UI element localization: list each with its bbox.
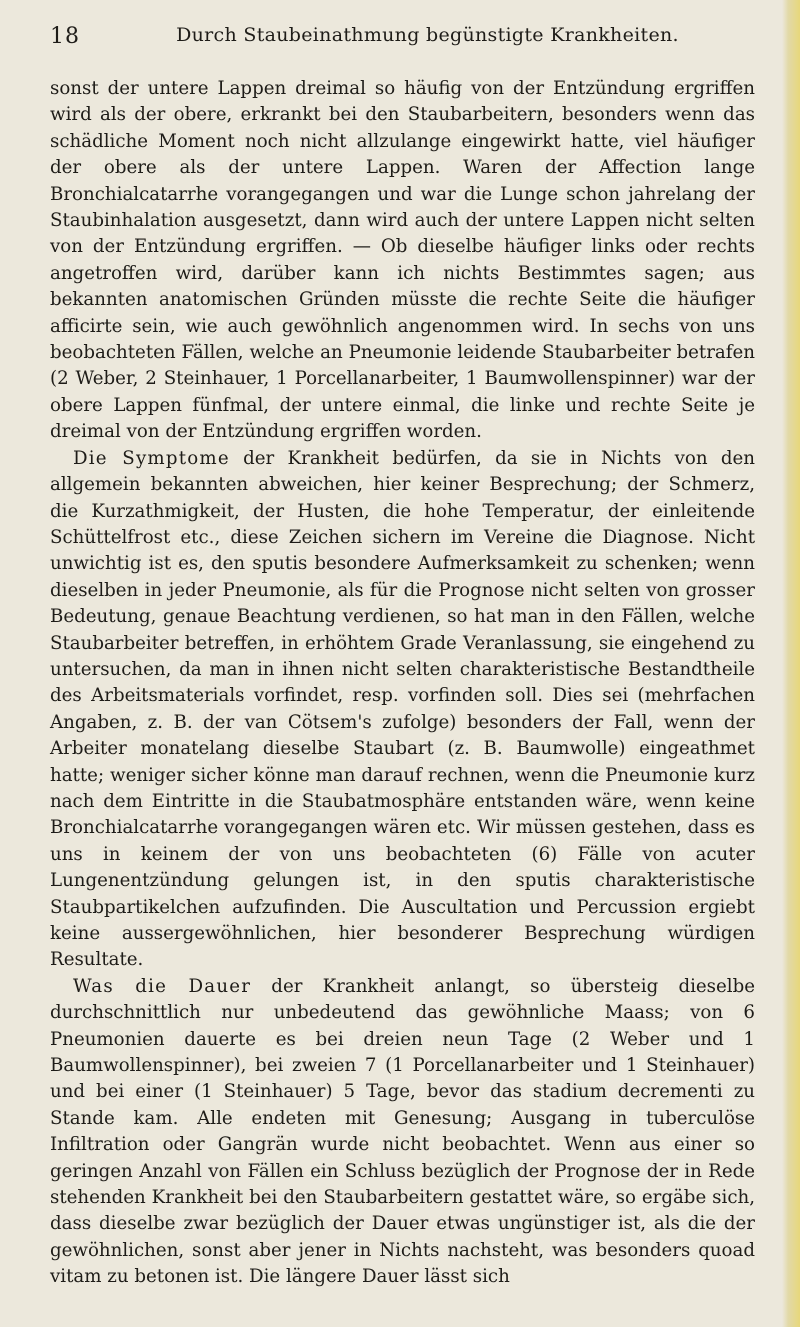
book-page — [50, 18, 755, 1288]
paragraph-duration-lead: Was die Dauer — [73, 975, 252, 997]
paragraph-1-text: sonst der untere Lappen dreimal so häufig von der Entzündung ergriffen wird als der obere, erkrankt bei den Staubarbeitern, besonders wenn das schädliche Moment noch nicht allzulange eingewirkt hatte, viel häufiger der obere als der untere Lappen. Waren der Affection lange Bronchialcatarrhe vorangegangen und war die Lunge schon jahrelang der Staubinhalation ausgesetzt, dann wird auch der untere Lappen nicht selten von der Entzündung ergriffen. — Ob dieselbe häufiger links oder rechts angetroffen wird, darüber kann ich nichts Bestimmtes sagen; aus bekannten anatomischen Gründen müsste die rechte Seite die häufiger afficirte sein, wie auch gewöhnlich angenommen wird. In sechs von uns beobachteten Fällen, welche an Pneumonie leidende Staubarbeiter betrafen (2 Weber, 2 Steinhauer, 1 Porcellanarbeiter, 1 Baumwollenspinner) war der obere Lappen fünfmal, der untere einmal, die linke und rechte Seite je dreimal von der Entzündung ergriffen worden. — [50, 78, 755, 443]
paragraph-symptoms-text: der Krankheit bedürfen, da sie in Nichts von den allgemein bekannten abweichen, hier keiner Besprechung; der Schmerz, die Kurzathmigkeit, der Husten, die hohe Temperatur, der einleitende Schüttelfrost etc., diese Zeichen sichern im Vereine die Diagnose. Nicht unwichtig ist es, den sputis besondere Aufmerksamkeit zu schenken; wenn dieselben in jeder Pneumonie, als für die Prognose nicht selten von grosser Bedeutung, genaue Beachtung verdienen, so hat man in den Fällen, welche Staubarbeiter betreffen, in erhöhtem Grade Veranlassung, sie eingehend zu untersuchen, da man in ihnen nicht selten charakteristische Bestandtheile des Arbeitsmaterials vorfindet, resp. vorfinden soll. Dies sei (mehrfachen Angaben, z. B. der van Cötsem's zufolge) besonders der Fall, wenn der Arbeiter monatelang dieselbe Staubart (z. B. Baumwolle) eingeathmet hatte; weniger sicher könne man darauf rechnen, wenn die Pneumonie kurz nach dem Eintritte in die Staubatmosphäre entstanden wäre, wenn keine Bronchialcatarrhe vorangegangen wären etc. Wir müssen gestehen, dass es uns in keinem der von uns beobachteten (6) Fälle von acuter Lungenentzündung gelungen ist, in den sputis charakteristische Staubpartikelchen aufzufinden. Die Auscultation und Percussion ergiebt keine aussergewöhnlichen, hier besonderer Besprechung würdigen Resultate. — [50, 447, 755, 971]
page-number: 18 — [50, 24, 80, 49]
page-header — [50, 18, 755, 58]
body-text — [50, 76, 755, 1291]
paragraph-1 — [50, 76, 755, 446]
paragraph-symptoms — [50, 446, 755, 974]
paragraph-duration — [50, 974, 755, 1291]
paragraph-duration-text: der Krankheit anlangt, so übersteig dieselbe durchschnittlich nur unbedeutend das gewöhnliche Maass; von 6 Pneumonien dauerte es bei dreien neun Tage (2 Weber und 1 Baumwollenspinner), bei zweien 7 (1 Porcellanarbeiter und 1 Steinhauer) und bei einer (1 Steinhauer) 5 Tage, bevor das stadium decrementi zu Stande kam. Alle endeten mit Genesung; Ausgang in tuberculöse Infiltration oder Gangrän wurde nicht beobachtet. Wenn aus einer so geringen Anzahl von Fällen ein Schluss bezüglich der Prognose der in Rede stehenden Krankheit bei den Staubarbeitern gestattet wäre, so ergäbe sich, dass dieselbe zwar bezüglich der Dauer etwas ungünstiger ist, als die der gewöhnlichen, sonst aber jener in Nichts nachsteht, was besonders quoad vitam zu betonen ist. Die längere Dauer lässt sich — [50, 975, 755, 1288]
running-title: Durch Staubeinathmung begünstigte Krankheiten. — [176, 24, 679, 46]
paragraph-symptoms-lead: Die Symptome — [73, 447, 230, 469]
page-edge — [782, 0, 800, 1327]
